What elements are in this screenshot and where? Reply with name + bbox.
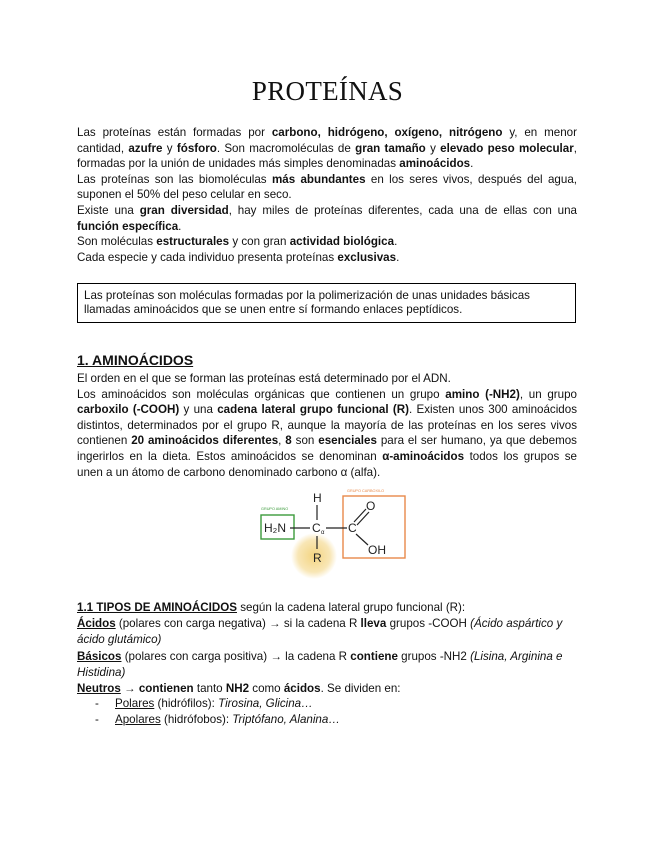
carboxyl-group-label: GRUPO CARBOXILO bbox=[347, 489, 385, 493]
text-run: gran diversidad bbox=[139, 203, 229, 217]
text-run: cadena lateral grupo funcional (R) bbox=[217, 403, 409, 417]
text-run: Apolares bbox=[115, 713, 161, 726]
text-run: fósforo bbox=[176, 141, 217, 155]
text-run: como bbox=[249, 682, 284, 696]
text-run: (polares con carga positiva) → la cadena R bbox=[121, 649, 351, 663]
text-run: Los aminoácidos son moléculas orgánicas que contienen un grupo bbox=[77, 387, 446, 401]
text-run: carbono, hidrógeno, oxígeno, nitrógeno bbox=[271, 126, 503, 139]
list-bullet: - bbox=[95, 713, 99, 726]
tipos-heading: 1.1 TIPOS DE AMINOÁCIDOS bbox=[77, 601, 237, 614]
text-run: . bbox=[396, 250, 400, 264]
text-run: en los seres vivos, después del agua, suponen el 50% del peso celular en seco. bbox=[77, 172, 577, 202]
aminoacidos-section bbox=[77, 371, 577, 480]
text-run: Polares bbox=[115, 697, 155, 710]
text-run: . bbox=[178, 219, 182, 233]
tipo-neutros bbox=[77, 681, 577, 697]
list-item bbox=[95, 696, 340, 712]
text-run: Cada especie y cada individuo presenta proteínas bbox=[77, 250, 338, 264]
section-paragraph bbox=[77, 387, 577, 481]
atom-nh2: H₂N bbox=[264, 521, 286, 535]
list-item-text bbox=[115, 696, 313, 712]
text-run: Existe una bbox=[77, 203, 140, 217]
atom-oh: OH bbox=[368, 543, 386, 557]
tipos-section bbox=[77, 600, 577, 697]
intro-paragraph bbox=[77, 250, 577, 266]
text-run: Ácidos bbox=[77, 617, 116, 631]
intro-paragraph bbox=[77, 234, 577, 250]
text-run: azufre bbox=[128, 141, 163, 155]
text-run: para el ser humano, ya que debemos ingerirlos en la dieta. Estos aminoácidos se denominan bbox=[77, 434, 577, 463]
text-run: amino (-NH2) bbox=[445, 387, 520, 401]
text-run: carboxilo (-COOH) bbox=[77, 403, 180, 417]
text-run: función específica bbox=[77, 219, 179, 233]
atom-h: H bbox=[313, 491, 322, 505]
text-run: (Lisina, Arginina e Histidina) bbox=[77, 649, 563, 679]
section-paragraph bbox=[77, 371, 577, 387]
list-item bbox=[95, 712, 340, 728]
text-run: , un grupo bbox=[519, 387, 578, 401]
text-run: aminoácidos bbox=[399, 157, 471, 171]
atom-c-alpha: C bbox=[312, 521, 321, 535]
text-run: El orden en el que se forman las proteínas está determinado por el ADN. bbox=[77, 372, 451, 385]
definition-box bbox=[77, 283, 576, 323]
text-run: , formadas por la unión de unidades más simples denominadas bbox=[77, 141, 577, 171]
text-run: 8 bbox=[285, 434, 292, 448]
text-run: . bbox=[394, 235, 398, 249]
text-run: → bbox=[120, 682, 139, 696]
atom-r: R bbox=[313, 551, 322, 565]
tipos-heading-line bbox=[77, 600, 577, 616]
text-run: Triptófano, Alanina… bbox=[232, 713, 340, 726]
tipo-acidos bbox=[77, 616, 577, 648]
text-run: grupos -COOH bbox=[386, 617, 471, 631]
text-run: (hidrófobos): bbox=[160, 713, 233, 726]
text-run: , hay miles de proteínas diferentes, cada una de ellas con una bbox=[228, 203, 577, 217]
tipos-heading-suffix: según la cadena lateral grupo funcional (R): bbox=[236, 601, 466, 614]
definition-text: Las proteínas son moléculas formadas por la polimerización de unas unidades básicas llamadas aminoácidos que se unen entre sí formando enlaces peptídicos. bbox=[84, 289, 530, 316]
text-run: tanto bbox=[193, 682, 226, 696]
text-run: actividad biológica bbox=[289, 235, 395, 249]
text-run: exclusivas bbox=[337, 250, 397, 264]
text-run: , bbox=[278, 434, 286, 448]
text-run: y, en menor cantidad, bbox=[77, 126, 577, 155]
list-bullet: - bbox=[95, 697, 99, 710]
text-run: esenciales bbox=[318, 434, 377, 448]
text-run: y con gran bbox=[229, 235, 290, 249]
text-run: (Ácido aspártico y ácido glutámico) bbox=[77, 617, 563, 647]
text-run: . bbox=[470, 157, 474, 171]
list-item-text bbox=[115, 712, 340, 728]
text-run: más abundantes bbox=[271, 172, 366, 186]
text-run: contiene bbox=[350, 649, 398, 663]
page-title: PROTEÍNAS bbox=[251, 76, 404, 106]
text-run: . Se dividen en: bbox=[320, 682, 401, 696]
text-run: son bbox=[291, 434, 319, 448]
text-run: NH2 bbox=[225, 682, 250, 696]
text-run: . Son macromoléculas de bbox=[216, 141, 356, 155]
text-run: Básicos bbox=[77, 649, 122, 663]
section-heading-aminoacidos: 1. AMINOÁCIDOS bbox=[77, 352, 194, 368]
text-run: y bbox=[425, 141, 441, 155]
amino-group-label: GRUPO AMINO bbox=[261, 507, 289, 511]
text-run: lleva bbox=[360, 617, 387, 631]
tipo-basicos bbox=[77, 649, 577, 681]
text-run: Las proteínas están formadas por bbox=[77, 126, 272, 139]
intro-paragraph bbox=[77, 125, 577, 172]
text-run: . Existen unos 300 aminoácidos distintos, determinados por el grupo R, aunque la mayoría de las proteínas en los seres vivos contienen bbox=[77, 403, 577, 448]
text-run: gran tamaño bbox=[355, 141, 426, 155]
text-run: 20 aminoácidos diferentes bbox=[131, 434, 279, 448]
text-run: (polares con carga negativa) → si la cadena R bbox=[115, 617, 361, 631]
text-run: estructurales bbox=[156, 235, 230, 249]
text-run: ácidos bbox=[283, 682, 321, 696]
alpha-subscript: α bbox=[321, 530, 325, 536]
text-run: Las proteínas son las biomoléculas bbox=[77, 172, 272, 186]
text-run: contienen bbox=[138, 682, 194, 696]
atom-c: C bbox=[348, 521, 357, 535]
text-run: grupos -NH2 bbox=[397, 649, 471, 663]
intro-paragraph bbox=[77, 172, 577, 203]
text-run: α-aminoácidos bbox=[382, 449, 465, 463]
text-run: Neutros bbox=[77, 682, 121, 696]
text-run: y bbox=[162, 141, 177, 155]
atom-o: O bbox=[366, 499, 376, 513]
text-run: todos los grupos se unen a un átomo de carbono denominado carbono α (alfa). bbox=[77, 449, 578, 479]
text-run: Tirosina, Glicina… bbox=[218, 697, 313, 710]
intro-section bbox=[77, 125, 577, 265]
amino-acid-structure-diagram bbox=[252, 478, 422, 588]
intro-paragraph bbox=[77, 203, 577, 234]
text-run: Son moléculas bbox=[77, 235, 157, 249]
neutros-subtypes-list bbox=[95, 696, 340, 728]
text-run: elevado peso molecular bbox=[440, 141, 574, 155]
text-run: y una bbox=[179, 403, 218, 417]
text-run: (hidrófilos): bbox=[154, 697, 219, 710]
